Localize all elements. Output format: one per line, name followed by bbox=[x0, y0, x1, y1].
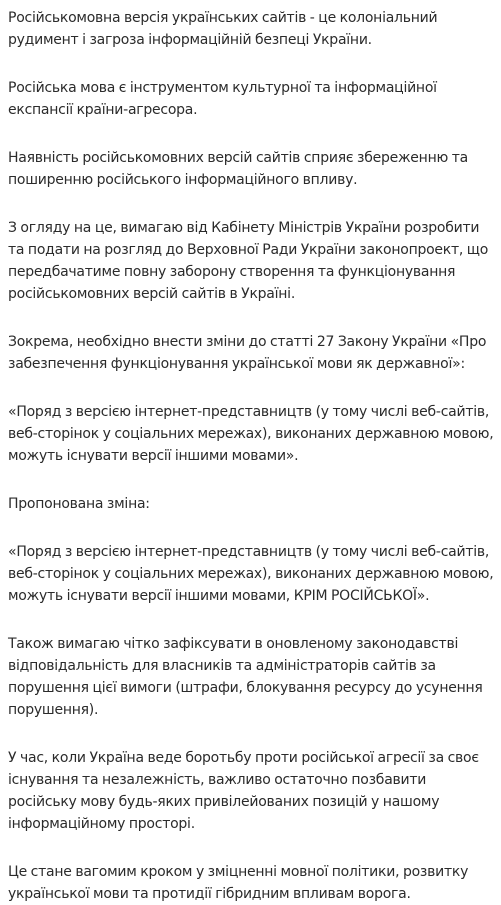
paragraph: Також вимагаю чітко зафіксувати в оновленому законодавстві відповідальність для власників та адміністраторів сайтів за порушення цієї вимоги (штрафи, блокування ресурсу до усунення порушення). bbox=[8, 636, 483, 718]
quote-paragraph: «Поряд з версією інтернет-представництв (у тому числі веб-сайтів, веб-сторінок у соціальних мережах), виконаних державною мовою, можуть існувати версії іншими мовами, КРІМ РОСІЙСЬКОЇ». bbox=[8, 544, 494, 604]
quote-paragraph: «Поряд з версією інтернет-представництв (у тому числі веб-сайтів, веб-сторінок у соціальних мережах), виконаних державною мовою, можуть існувати версії іншими мовами». bbox=[8, 404, 494, 464]
paragraph: Це стане вагомим кроком у зміцненні мовної політики, розвитку української мови та протидії гібридним впливам ворога. bbox=[8, 864, 469, 902]
paragraph: Пропонована зміна: bbox=[8, 496, 150, 512]
paragraph: У час, коли Україна веде боротьбу проти російської агресії за своє існування та незалежність, важливо остаточно позбавити російську мову будь-яких привілейованих позицій у нашому інформаційному просторі. bbox=[8, 750, 479, 832]
paragraph: Російська мова є інструментом культурної та інформаційної експансії країни-агресора. bbox=[8, 80, 437, 118]
paragraph: З огляду на це, вимагаю від Кабінету Міністрів України розробити та подати на розгляд до Верховної Ради України законопроект, що передбачатиме повну заборону створення та функціонування російськомовних версій сайтів в Україні. bbox=[8, 220, 489, 302]
paragraph: Наявність російськомовних версій сайтів сприяє збереженню та поширенню російського інформаційного впливу. bbox=[8, 150, 468, 188]
paragraph: Російськомовна версія українських сайтів - це колоніальний рудимент і загроза інформаційній безпеці України. bbox=[8, 10, 438, 48]
paragraph: Зокрема, необхідно внести зміни до статті 27 Закону України «Про забезпечення функціонування української мови як державної»: bbox=[8, 334, 487, 372]
